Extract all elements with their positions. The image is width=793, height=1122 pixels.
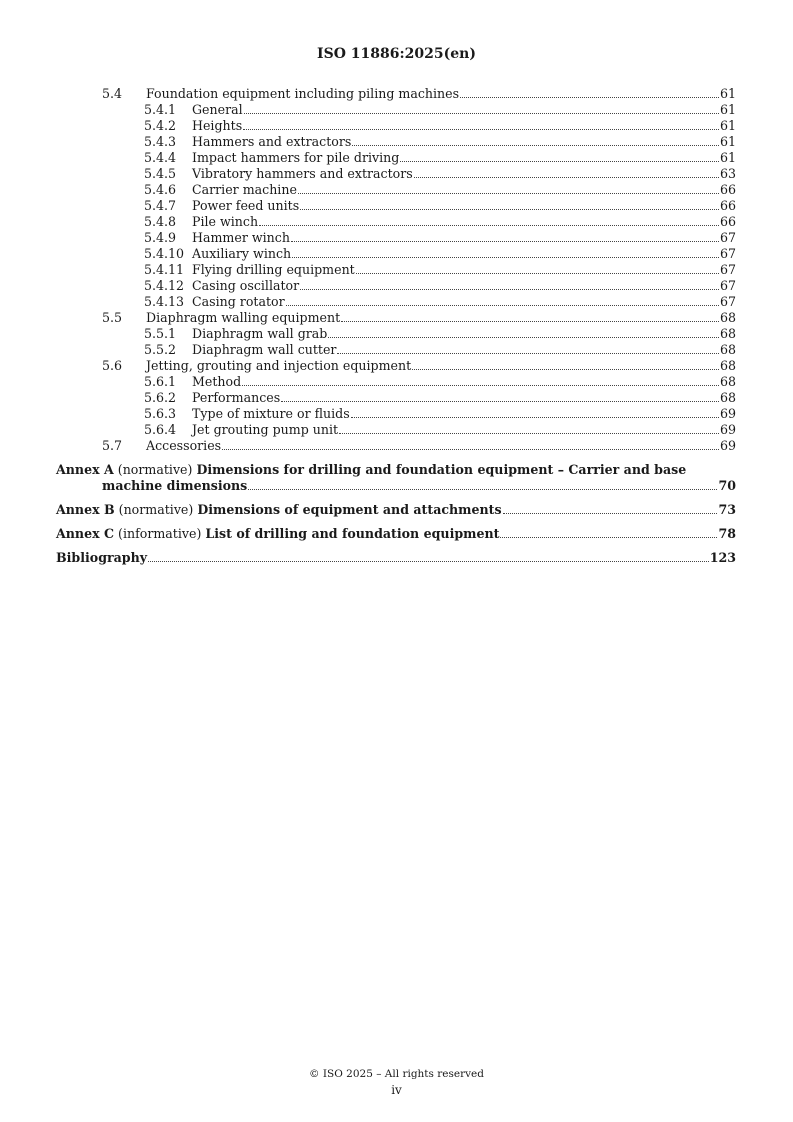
document-header: ISO 11886:2025(en) bbox=[317, 46, 476, 62]
toc-section-title: Impact hammers for pile driving bbox=[192, 150, 400, 165]
toc-entry[interactable] bbox=[56, 406, 736, 422]
toc-section-number: 5.6.3 bbox=[144, 406, 177, 421]
toc-section-title: Performances bbox=[192, 390, 281, 405]
toc-annex-c[interactable] bbox=[56, 526, 736, 542]
leader-dots bbox=[351, 417, 719, 418]
leader-dots bbox=[148, 561, 709, 562]
toc-section-number: 5.6.2 bbox=[144, 390, 177, 405]
leader-dots bbox=[298, 193, 719, 194]
toc-section-number: 5.6 bbox=[102, 358, 123, 373]
toc-entry[interactable] bbox=[56, 150, 736, 166]
leader-dots bbox=[259, 225, 719, 226]
annex-label: Annex B bbox=[56, 502, 115, 517]
toc-section-number: 5.5.2 bbox=[144, 342, 177, 357]
copyright-notice: © ISO 2025 – All rights reserved bbox=[309, 1068, 484, 1080]
leader-dots bbox=[400, 161, 719, 162]
annex-title: Dimensions of equipment and attachments bbox=[197, 502, 502, 517]
leader-dots bbox=[286, 305, 719, 306]
toc-section-number: 5.4.4 bbox=[144, 150, 177, 165]
toc-entry[interactable] bbox=[56, 438, 736, 454]
leader-dots bbox=[460, 97, 719, 98]
toc-section-number: 5.4.5 bbox=[144, 166, 177, 181]
toc-entry[interactable] bbox=[56, 86, 736, 102]
toc-entry[interactable] bbox=[56, 390, 736, 406]
toc-section-title: Hammers and extractors bbox=[192, 134, 352, 149]
toc-section-title: Casing rotator bbox=[192, 294, 285, 309]
leader-dots bbox=[500, 537, 717, 538]
toc-section-title: Power feed units bbox=[192, 198, 300, 213]
toc-section-title: Flying drilling equipment bbox=[192, 262, 355, 277]
toc-section-number: 5.5 bbox=[102, 310, 123, 325]
toc-section-title: Casing oscillator bbox=[192, 278, 300, 293]
toc-bibliography[interactable] bbox=[56, 550, 736, 566]
leader-dots bbox=[243, 129, 719, 130]
toc-section-number: 5.4.13 bbox=[144, 294, 185, 309]
leader-dots bbox=[503, 513, 718, 514]
toc-section-number: 5.4.11 bbox=[144, 262, 185, 277]
annex-title-continued: machine dimensions bbox=[102, 478, 248, 493]
page-footer bbox=[0, 1066, 793, 1098]
toc-section-number: 5.4.3 bbox=[144, 134, 177, 149]
toc-page-number: 68 bbox=[719, 358, 736, 373]
toc-annex-b[interactable] bbox=[56, 502, 736, 518]
toc-page-number: 70 bbox=[718, 478, 736, 493]
annex-type: (informative) bbox=[118, 526, 202, 541]
toc-entry[interactable] bbox=[56, 246, 736, 262]
toc-page-number: 67 bbox=[719, 294, 736, 309]
toc-section-number: 5.4.8 bbox=[144, 214, 177, 229]
annex-type: (normative) bbox=[118, 502, 194, 517]
toc-section-number: 5.7 bbox=[102, 438, 123, 453]
toc-page-number: 67 bbox=[719, 278, 736, 293]
toc-section-title: General bbox=[192, 102, 243, 117]
toc-section-number: 5.4.6 bbox=[144, 182, 177, 197]
toc-entry[interactable] bbox=[56, 262, 736, 278]
leader-dots bbox=[292, 257, 719, 258]
toc-entry[interactable] bbox=[56, 342, 736, 358]
toc-entry[interactable] bbox=[56, 102, 736, 118]
toc-page-number: 123 bbox=[709, 550, 736, 565]
toc-entries bbox=[56, 86, 736, 454]
leader-dots bbox=[356, 273, 719, 274]
leader-dots bbox=[244, 113, 719, 114]
toc-page-number: 61 bbox=[719, 102, 736, 117]
toc-entry[interactable] bbox=[56, 134, 736, 150]
toc-section-title: Diaphragm walling equipment bbox=[146, 310, 341, 325]
toc-section-title: Hammer winch bbox=[192, 230, 290, 245]
toc-section-title: Carrier machine bbox=[192, 182, 297, 197]
annex-type: (normative) bbox=[117, 462, 193, 477]
toc-section-title: Jet grouting pump unit bbox=[192, 422, 339, 437]
toc-entry[interactable] bbox=[56, 230, 736, 246]
toc-page-number: 67 bbox=[719, 262, 736, 277]
toc-entry[interactable] bbox=[56, 214, 736, 230]
toc-page-number: 61 bbox=[719, 150, 736, 165]
toc-page-number: 61 bbox=[719, 86, 736, 101]
leader-dots bbox=[248, 489, 717, 490]
toc-entry[interactable] bbox=[56, 374, 736, 390]
toc-page-number: 68 bbox=[719, 326, 736, 341]
toc-section-number: 5.4.10 bbox=[144, 246, 185, 261]
toc-page-number: 68 bbox=[719, 310, 736, 325]
toc-section-title: Auxiliary winch bbox=[192, 246, 292, 261]
toc-page-number: 61 bbox=[719, 134, 736, 149]
toc-section-number: 5.4.12 bbox=[144, 278, 185, 293]
toc-page-number: 69 bbox=[719, 438, 736, 453]
leader-dots bbox=[341, 321, 719, 322]
leader-dots bbox=[328, 337, 719, 338]
table-of-contents bbox=[56, 86, 736, 566]
toc-section-number: 5.4 bbox=[102, 86, 123, 101]
toc-annex-a[interactable] bbox=[56, 462, 736, 494]
toc-page-number: 68 bbox=[719, 390, 736, 405]
toc-section-number: 5.6.1 bbox=[144, 374, 177, 389]
toc-page-number: 68 bbox=[719, 342, 736, 357]
toc-section-number: 5.4.2 bbox=[144, 118, 177, 133]
toc-section-title: Type of mixture or fluids bbox=[192, 406, 350, 421]
toc-page-number: 67 bbox=[719, 230, 736, 245]
leader-dots bbox=[300, 289, 719, 290]
toc-section-title: Diaphragm wall grab bbox=[192, 326, 328, 341]
toc-entry[interactable] bbox=[56, 358, 736, 374]
toc-page-number: 63 bbox=[719, 166, 736, 181]
toc-page-number: 68 bbox=[719, 374, 736, 389]
toc-page-number: 66 bbox=[719, 214, 736, 229]
leader-dots bbox=[337, 353, 719, 354]
toc-section-title: Pile winch bbox=[192, 214, 259, 229]
toc-section-number: 5.4.1 bbox=[144, 102, 177, 117]
annex-title: Dimensions for drilling and foundation equipment – Carrier and base bbox=[196, 462, 687, 477]
leader-dots bbox=[300, 209, 719, 210]
toc-section-title: Foundation equipment including piling machines bbox=[146, 86, 460, 101]
toc-entry[interactable] bbox=[56, 278, 736, 294]
toc-entry[interactable] bbox=[56, 422, 736, 438]
toc-page-number: 66 bbox=[719, 198, 736, 213]
toc-section-title: Accessories bbox=[146, 438, 222, 453]
toc-section-number: 5.4.7 bbox=[144, 198, 177, 213]
toc-section-title: Vibratory hammers and extractors bbox=[192, 166, 413, 181]
annex-label: Annex C bbox=[56, 526, 115, 541]
toc-page-number: 69 bbox=[719, 406, 736, 421]
toc-page-number: 61 bbox=[719, 118, 736, 133]
leader-dots bbox=[291, 241, 719, 242]
toc-entry[interactable] bbox=[56, 326, 736, 342]
toc-entry[interactable] bbox=[56, 310, 736, 326]
toc-section-number: 5.5.1 bbox=[144, 326, 177, 341]
leader-dots bbox=[339, 433, 719, 434]
toc-entry[interactable] bbox=[56, 182, 736, 198]
leader-dots bbox=[352, 145, 719, 146]
toc-section-number: 5.4.9 bbox=[144, 230, 177, 245]
toc-entry[interactable] bbox=[56, 294, 736, 310]
annex-label: Annex A bbox=[56, 462, 114, 477]
leader-dots bbox=[414, 177, 719, 178]
toc-page-number: 67 bbox=[719, 246, 736, 261]
toc-page-number: 69 bbox=[719, 422, 736, 437]
annex-title: List of drilling and foundation equipment bbox=[205, 526, 500, 541]
leader-dots bbox=[281, 401, 719, 402]
toc-page-number: 78 bbox=[718, 526, 736, 541]
leader-dots bbox=[222, 449, 719, 450]
toc-section-title: Jetting, grouting and injection equipment bbox=[146, 358, 412, 373]
toc-section-title: Method bbox=[192, 374, 242, 389]
toc-page-number: 73 bbox=[718, 502, 736, 517]
toc-section-title: Diaphragm wall cutter bbox=[192, 342, 337, 357]
toc-section-title: Heights bbox=[192, 118, 243, 133]
toc-entry[interactable] bbox=[56, 166, 736, 182]
page-number: iv bbox=[391, 1083, 402, 1097]
toc-page-number: 66 bbox=[719, 182, 736, 197]
bibliography-title: Bibliography bbox=[56, 550, 148, 565]
toc-entry[interactable] bbox=[56, 118, 736, 134]
toc-section-number: 5.6.4 bbox=[144, 422, 177, 437]
leader-dots bbox=[242, 385, 719, 386]
leader-dots bbox=[412, 369, 719, 370]
toc-entry[interactable] bbox=[56, 198, 736, 214]
